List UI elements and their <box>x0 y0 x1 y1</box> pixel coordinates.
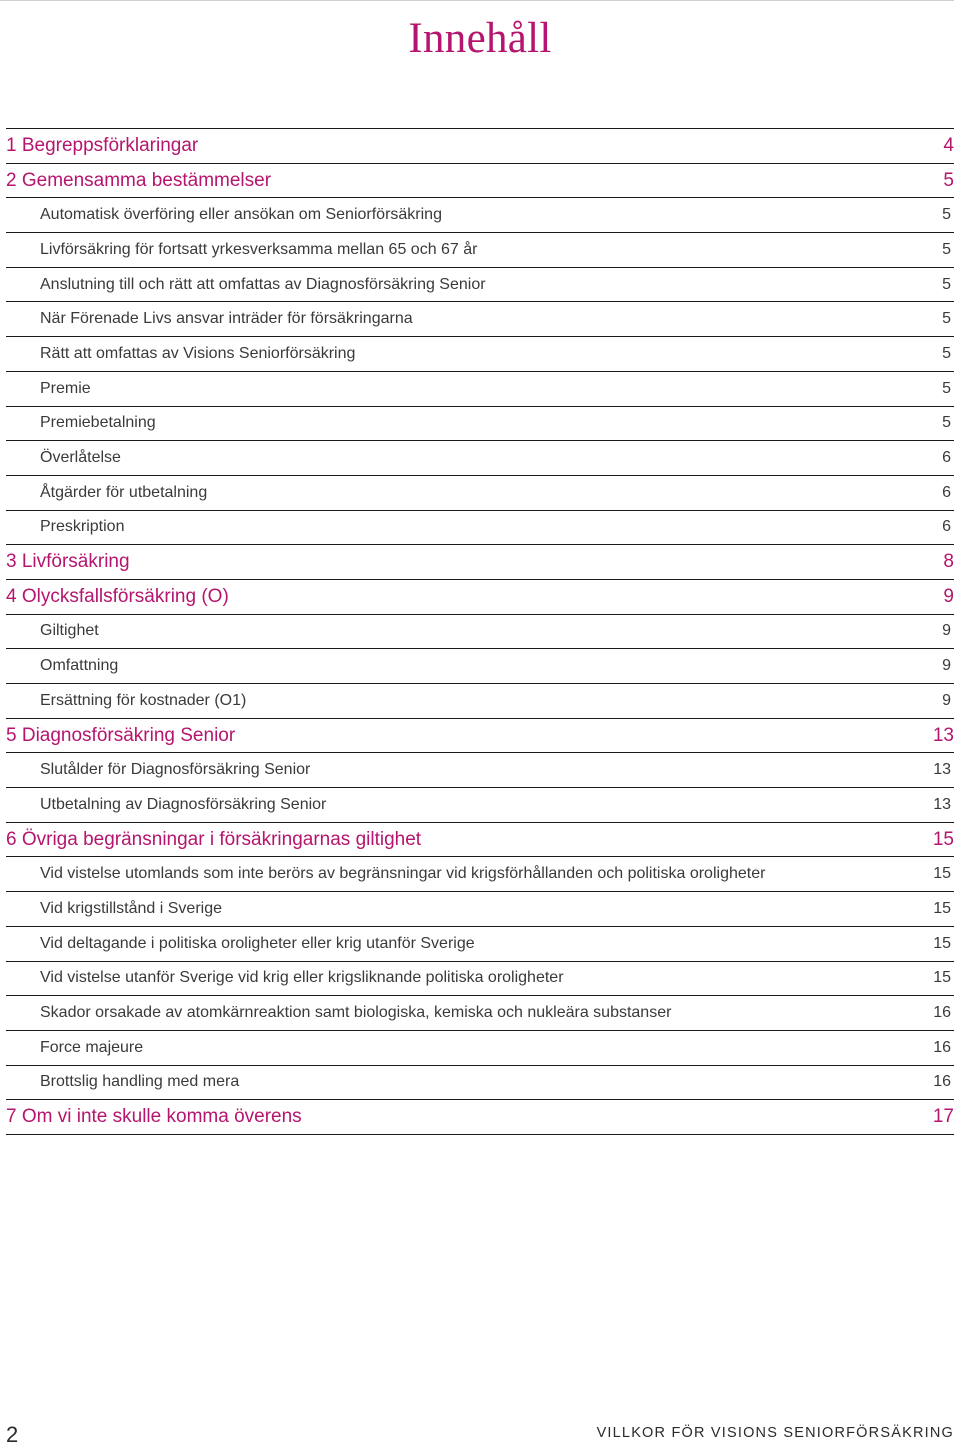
toc-entry-label: 7 Om vi inte skulle komma överens <box>6 1106 302 1128</box>
toc-entry-page-number: 8 <box>943 551 954 573</box>
toc-subsection-entry[interactable] <box>6 302 954 337</box>
footer-document-title: VILLKOR FÖR VISIONS SENIORFÖRSÄKRING <box>596 1425 954 1441</box>
toc-entry-label: 3 Livförsäkring <box>6 551 130 573</box>
toc-entry-label: 4 Olycksfallsförsäkring (O) <box>6 585 229 607</box>
toc-entry-label: 2 Gemensamma bestämmelser <box>6 169 272 191</box>
toc-entry-label: Ersättning för kostnader (O1) <box>40 691 247 709</box>
toc-section-entry[interactable] <box>6 545 954 580</box>
toc-entry-page-number: 13 <box>933 795 951 813</box>
toc-entry-label: Giltighet <box>40 622 99 640</box>
toc-entry-page-number: 5 <box>942 379 951 397</box>
toc-entry-label: 1 Begreppsförklaringar <box>6 134 199 156</box>
toc-entry-label: 5 Diagnosförsäkring Senior <box>6 724 236 746</box>
toc-subsection-entry[interactable] <box>6 441 954 476</box>
toc-entry-page-number: 15 <box>933 934 951 952</box>
toc-entry-label: Rätt att omfattas av Visions Seniorförsäkring <box>40 344 356 362</box>
toc-entry-label: Vid krigstillstånd i Sverige <box>40 899 223 917</box>
toc-entry-label: Åtgärder för utbetalning <box>40 483 208 501</box>
toc-entry-page-number: 5 <box>942 414 951 432</box>
toc-subsection-entry[interactable] <box>6 1031 954 1066</box>
toc-subsection-entry[interactable] <box>6 927 954 962</box>
toc-entry-page-number: 9 <box>942 691 951 709</box>
toc-entry-page-number: 9 <box>942 657 951 675</box>
toc-subsection-entry[interactable] <box>6 233 954 268</box>
toc-subsection-entry[interactable] <box>6 753 954 788</box>
toc-entry-label: Anslutning till och rätt att omfattas av Diagnosförsäkring Senior <box>40 275 486 293</box>
toc-section-entry[interactable] <box>6 719 954 754</box>
toc-entry-page-number: 17 <box>932 1106 954 1128</box>
toc-entry-page-number: 15 <box>933 969 951 987</box>
toc-entry-label: Skador orsakade av atomkärnreaktion samt biologiska, kemiska och nukleära substanser <box>40 1004 672 1022</box>
page-title: Innehåll <box>408 15 552 62</box>
toc-subsection-entry[interactable] <box>6 372 954 407</box>
toc-subsection-entry[interactable] <box>6 476 954 511</box>
toc-entry-page-number: 5 <box>942 344 951 362</box>
toc-section-entry[interactable] <box>6 580 954 615</box>
toc-subsection-entry[interactable] <box>6 1066 954 1101</box>
toc-entry-label: 6 Övriga begränsningar i försäkringarnas giltighet <box>6 828 422 850</box>
toc-subsection-entry[interactable] <box>6 962 954 997</box>
toc-entry-label: Vid vistelse utomlands som inte berörs av begränsningar vid krigsförhållanden och politiska oroligheter <box>40 865 766 883</box>
toc-entry-page-number: 13 <box>933 761 951 779</box>
toc-entry-label: Vid vistelse utanför Sverige vid krig eller krigsliknande politiska oroligheter <box>40 969 564 987</box>
toc-entry-label: Automatisk överföring eller ansökan om Seniorförsäkring <box>40 206 442 224</box>
toc-section-entry[interactable] <box>6 129 954 164</box>
toc-section-entry[interactable] <box>6 164 954 199</box>
toc-subsection-entry[interactable] <box>6 337 954 372</box>
toc-entry-label: Slutålder för Diagnosförsäkring Senior <box>40 761 311 779</box>
toc-subsection-entry[interactable] <box>6 268 954 303</box>
toc-entry-page-number: 16 <box>933 1038 951 1056</box>
toc-entry-page-number: 5 <box>942 310 951 328</box>
toc-entry-page-number: 5 <box>942 240 951 258</box>
toc-entry-page-number: 5 <box>942 275 951 293</box>
top-rule <box>0 0 954 1</box>
toc-entry-label: Utbetalning av Diagnosförsäkring Senior <box>40 795 327 813</box>
toc-entry-page-number: 16 <box>933 1073 951 1091</box>
toc-subsection-entry[interactable] <box>6 615 954 650</box>
toc-subsection-entry[interactable] <box>6 857 954 892</box>
toc-subsection-entry[interactable] <box>6 788 954 823</box>
toc-entry-page-number: 5 <box>943 169 954 191</box>
toc-entry-label: När Förenade Livs ansvar inträder för försäkringarna <box>40 310 413 328</box>
toc-subsection-entry[interactable] <box>6 649 954 684</box>
toc-subsection-entry[interactable] <box>6 892 954 927</box>
toc-subsection-entry[interactable] <box>6 198 954 233</box>
toc-entry-page-number: 6 <box>942 518 951 536</box>
toc-entry-page-number: 16 <box>933 1004 951 1022</box>
toc-entry-label: Livförsäkring för fortsatt yrkesverksamma mellan 65 och 67 år <box>40 240 478 258</box>
toc-entry-page-number: 15 <box>933 865 951 883</box>
toc-entry-label: Premie <box>40 379 91 397</box>
toc-entry-page-number: 6 <box>942 483 951 501</box>
toc-entry-page-number: 9 <box>943 585 954 607</box>
toc-entry-page-number: 13 <box>932 724 954 746</box>
toc-entry-label: Preskription <box>40 518 125 536</box>
toc-entry-page-number: 5 <box>942 206 951 224</box>
toc-section-entry[interactable] <box>6 1100 954 1135</box>
toc-entry-label: Vid deltagande i politiska oroligheter eller krig utanför Sverige <box>40 934 475 952</box>
toc-entry-page-number: 4 <box>943 134 954 156</box>
toc-entry-page-number: 15 <box>932 828 954 850</box>
toc-entry-page-number: 15 <box>933 899 951 917</box>
toc-subsection-entry[interactable] <box>6 996 954 1031</box>
toc-section-entry[interactable] <box>6 823 954 858</box>
toc-subsection-entry[interactable] <box>6 684 954 719</box>
toc-entry-label: Brottslig handling med mera <box>40 1073 240 1091</box>
toc-entry-page-number: 9 <box>942 622 951 640</box>
table-of-contents <box>6 128 954 1135</box>
toc-subsection-entry[interactable] <box>6 407 954 442</box>
toc-entry-label: Omfattning <box>40 657 119 675</box>
toc-subsection-entry[interactable] <box>6 511 954 546</box>
toc-entry-label: Force majeure <box>40 1038 144 1056</box>
toc-entry-label: Överlåtelse <box>40 449 121 467</box>
toc-entry-label: Premiebetalning <box>40 414 156 432</box>
toc-entry-page-number: 6 <box>942 449 951 467</box>
footer-page-number: 2 <box>6 1422 19 1447</box>
